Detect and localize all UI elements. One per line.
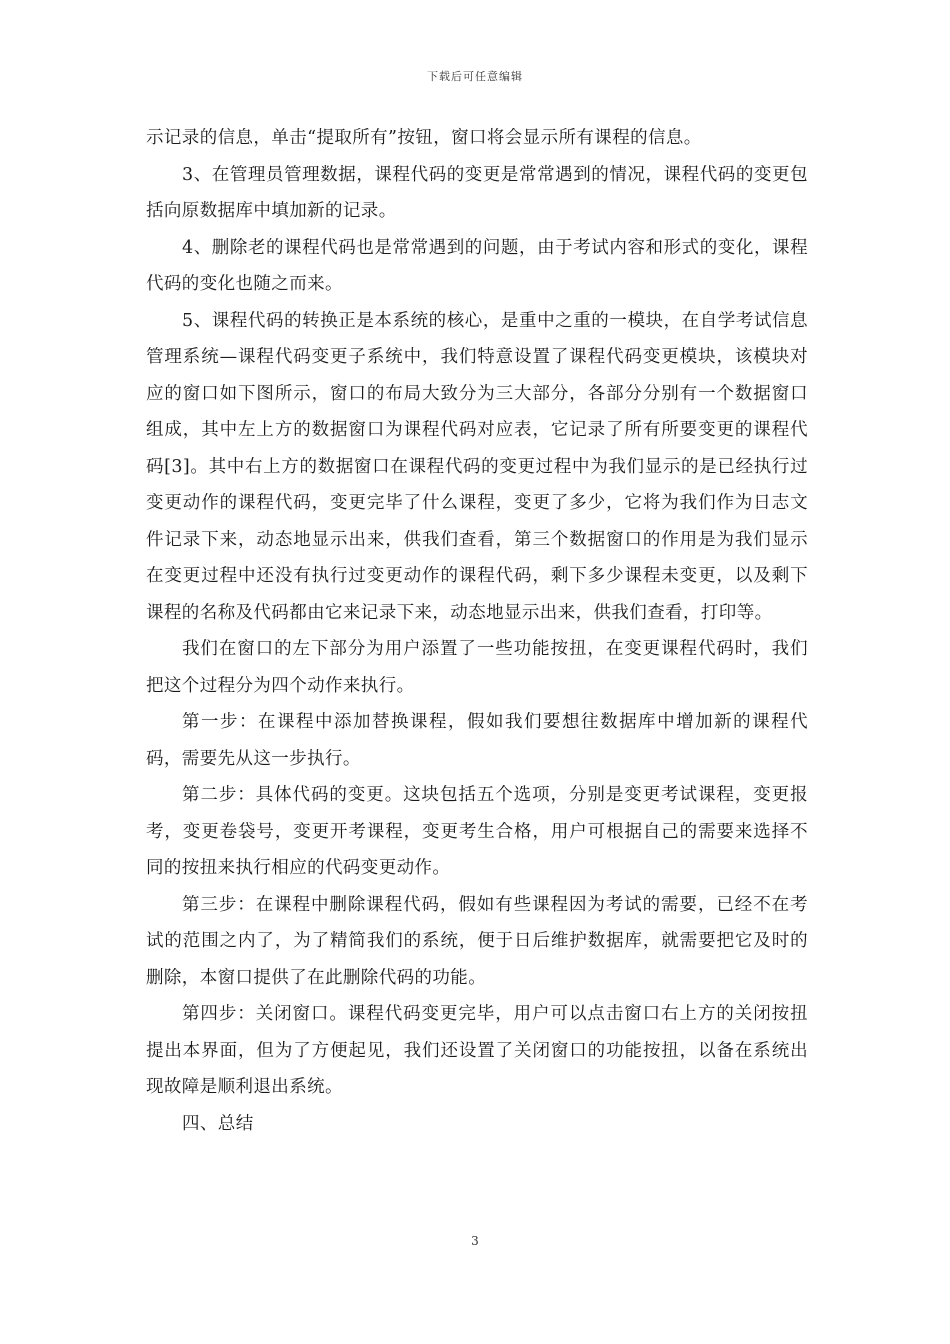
section-heading: 四、总结 [182,1113,254,1134]
paragraph: 3、在管理员管理数据，课程代码的变更是常常遇到的情况，课程代码的变更包括向原数据库中填加新的记录。 [146,164,808,221]
paragraph: 第三步：在课程中删除课程代码，假如有些课程因为考试的需要，已经不在考试的范围之内了，为了精简我们的系统，便于日后维护数据库，就需要把它及时的删除，本窗口提供了在此删除代码的功能。 [146,894,808,988]
paragraph: 5、课程代码的转换正是本系统的核心，是重中之重的一模块，在自学考试信息管理系统—课程代码变更子系统中，我们特意设置了课程代码变更模块，该模块对应的窗口如下图所示，窗口的布局大致分为三大部分，各部分分别有一个数据窗口组成，其中左上方的数据窗口为课程代码对应表，它记录了所有所要变更的课程代码[3]。其中右上方的数据窗口在课程代码的变更过程中为我们显示的是已经执行过变更动作的课程代码，变更完毕了什么课程，变更了多少，它将为我们作为日志文件记录下来，动态地显示出来，供我们查看，第三个数据窗口的作用是为我们显示在变更过程中还没有执行过变更动作的课程代码，剩下多少课程未变更，以及剩下课程的名称及代码都由它来记录下来，动态地显示出来，供我们查看，打印等。 [146,310,808,623]
paragraph: 第二步：具体代码的变更。这块包括五个选项，分别是变更考试课程，变更报考，变更卷袋号，变更开考课程，变更考生合格，用户可根据自己的需要来选择不同的按扭来执行相应的代码变更动作。 [146,785,808,878]
document-body [146,120,808,1142]
paragraph: 示记录的信息，单击“提取所有”按钮，窗口将会显示所有课程的信息。 [146,128,702,148]
page-header: 下载后可任意编辑 [427,70,523,83]
paragraph: 4、删除老的课程代码也是常常遇到的问题，由于考试内容和形式的变化，课程代码的变化也随之而来。 [146,237,808,294]
paragraph: 我们在窗口的左下部分为用户添置了一些功能按扭，在变更课程代码时，我们把这个过程分为四个动作来执行。 [146,639,808,696]
page-number: 3 [471,1234,479,1248]
paragraph: 第四步：关闭窗口。课程代码变更完毕，用户可以点击窗口右上方的关闭按扭提出本界面，但为了方便起见，我们还设置了关闭窗口的功能按扭，以备在系统出现故障是顺利退出系统。 [146,1004,808,1097]
paragraph: 第一步：在课程中添加替换课程，假如我们要想往数据库中增加新的课程代码，需要先从这一步执行。 [146,712,808,769]
